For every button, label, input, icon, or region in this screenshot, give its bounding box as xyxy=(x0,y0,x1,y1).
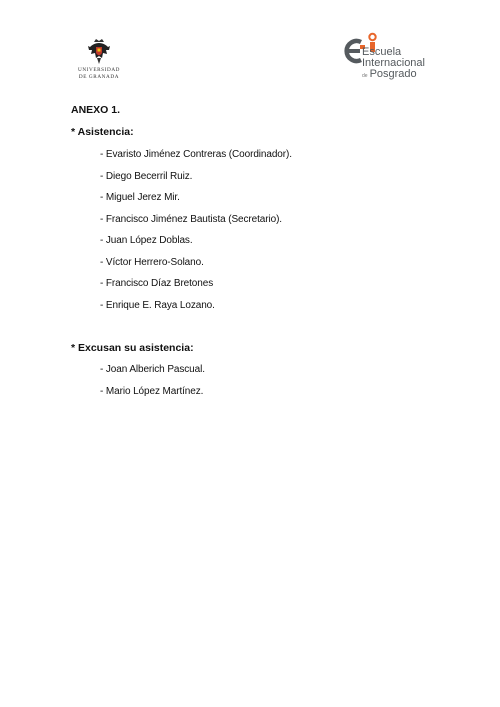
school-name-line1: Escuela xyxy=(362,46,402,58)
excused-title: * Excusan su asistencia: xyxy=(71,342,194,354)
annex-title: ANEXO 1. xyxy=(71,104,121,116)
attendee-item: - Francisco Díaz Bretones xyxy=(100,278,214,289)
university-name-line1: UNIVERSIDAD xyxy=(77,67,121,73)
school-name-posgrado: Posgrado xyxy=(369,68,417,80)
school-name-line2: Internacional xyxy=(362,57,425,69)
attendee-item: - Francisco Jiménez Bautista (Secretario). xyxy=(100,214,282,225)
attendee-item: - Enrique E. Raya Lozano. xyxy=(100,300,215,311)
excused-item: - Joan Alberich Pascual. xyxy=(100,364,205,375)
attendee-item: - Diego Becerril Ruiz. xyxy=(100,171,193,182)
attendee-item: - Evaristo Jiménez Contreras (Coordinador). xyxy=(100,149,292,160)
school-name-de: de xyxy=(362,73,368,79)
attendee-item: - Miguel Jerez Mir. xyxy=(100,192,180,203)
excused-item: - Mario López Martínez. xyxy=(100,386,204,397)
university-name-line2: DE GRANADA xyxy=(78,74,120,80)
attendee-item: - Víctor Herrero-Solano. xyxy=(100,257,204,268)
attendance-title: * Asistencia: xyxy=(71,126,134,138)
attendee-item: - Juan López Doblas. xyxy=(100,235,193,246)
